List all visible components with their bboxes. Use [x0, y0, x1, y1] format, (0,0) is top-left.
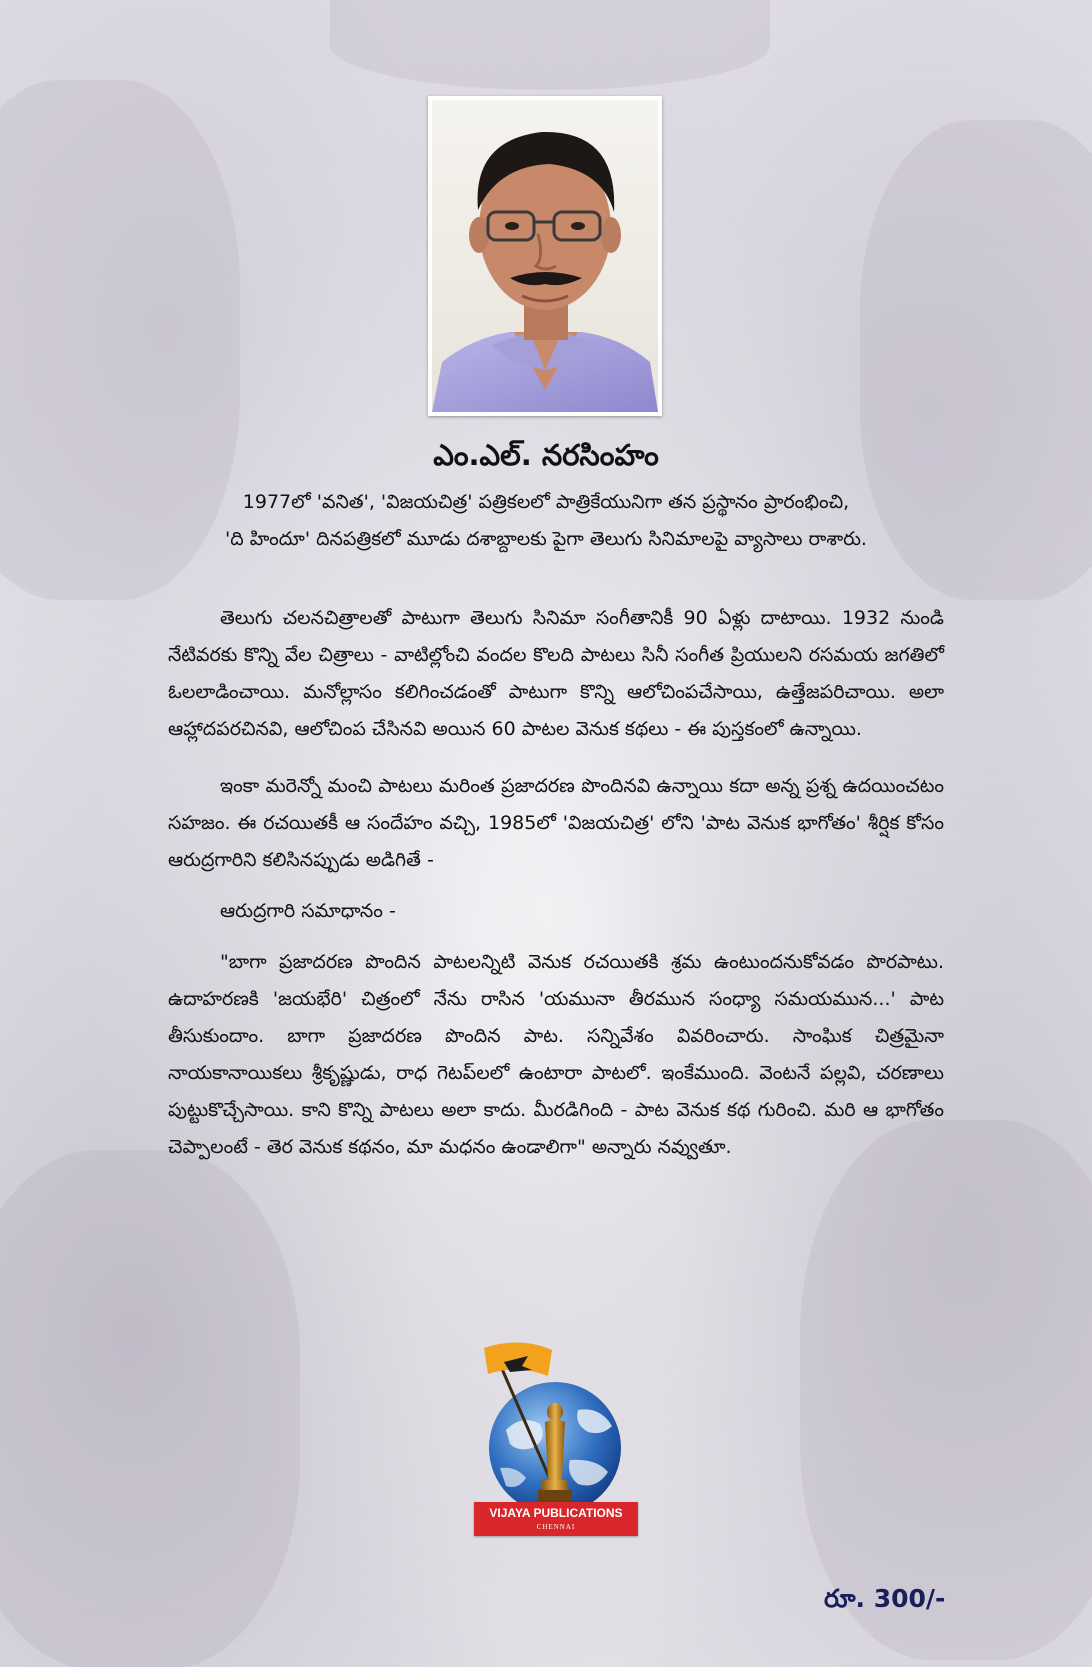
publisher-logo — [470, 1340, 640, 1520]
bio-line: 'ది హిందూ' దినపత్రికలో మూడు దశాబ్దాలకు పైగా తెలుగు సినిమాలపై వ్యాసాలు రాశారు. — [225, 528, 867, 550]
bio-line: 1977లో 'వనిత', 'విజయచిత్ర' పత్రికలలో పాత్రికేయునిగా తన ప్రస్థానం ప్రారంభించి, — [242, 491, 850, 513]
background-figure — [0, 1150, 300, 1667]
blurb-paragraph: ఇంకా మరెన్నో మంచి పాటలు మరింత ప్రజాదరణ పొందినవి ఉన్నాయి కదా అన్న ప్రశ్న ఉదయించటం సహజం. ఈ రచయితకీ ఆ సందేహం వచ్చి, 1985లో 'విజయచిత్ర' లోని 'పాట వెనుక భాగోతం' శీర్షిక కోసం ఆరుద్రగారిని కలిసినప్పుడు అడిగితే - — [168, 775, 944, 871]
author-name: ఎం.ఎల్. నరసింహం — [433, 438, 659, 472]
blurb-paragraph: తెలుగు చలనచిత్రాలతో పాటుగా తెలుగు సినిమా సంగీతానికీ 90 ఏళ్లు దాటాయి. 1932 నుండి నేటివరకు కొన్ని వేల చిత్రాలు - వాటిల్లోంచి వందల కొలది పాటలు సినీ సంగీత ప్రియులని రసమయ జగతిలో ఓలలాడించాయి. మనోల్లాసం కలిగించడంతో పాటుగా కొన్ని ఆలోచింపచేసాయి, ఉత్తేజపరిచాయి. అలా ఆహ్లాదపరచినవి, ఆలోచింప చేసినవి అయిన 60 పాటల వెనుక కథలు - ఈ పుస్తకంలో ఉన్నాయి. — [168, 607, 944, 740]
author-photo — [428, 96, 662, 416]
publisher-banner — [474, 1502, 638, 1536]
book-price: రూ. 300/- — [824, 1584, 946, 1613]
globe-trophy-icon — [470, 1340, 640, 1520]
blurb-paragraph: ఆరుద్రగారి సమాధానం - — [220, 900, 396, 922]
publisher-city: CHENNAI — [536, 1523, 576, 1531]
blurb-paragraph: "బాగా ప్రజాదరణ పొందిన పాటలన్నిటి వెనుక రచయితకి శ్రమ ఉంటుందనుకోవడం పొరపాటు. ఉదాహరణకి 'జయభేరి' చిత్రంలో నేను రాసిన 'యమునా తీరమున సంధ్యా సమయమున...' పాట తీసుకుందాం. బాగా ప్రజాదరణ పొందిన పాట. సన్నివేశం వివరించారు. సాంఘిక చిత్రమైనా నాయకానాయికలు శ్రీకృష్ణుడు, రాధ గెటప్‌లలో ఉంటారా పాటలో. ఇంకేముంది. వెంటనే పల్లవి, చరణాలు పుట్టుకొచ్చేసాయి. కాని కొన్ని పాటలు అలా కాదు. మీరడిగింది - పాట వెనుక కథ గురించి. మరి ఆ భాగోతం చెప్పాలంటే - తెర వెనుక కథనం, మా మధనం ఉండాలిగా" అన్నారు నవ్వుతూ. — [168, 951, 944, 1158]
blurb-text — [168, 600, 944, 1186]
background-figure — [800, 1120, 1092, 1660]
author-bio — [60, 484, 1032, 558]
author-portrait-icon — [432, 100, 658, 412]
publisher-name: VIJAYA PUBLICATIONS — [489, 1506, 623, 1520]
background-figure — [330, 0, 770, 90]
